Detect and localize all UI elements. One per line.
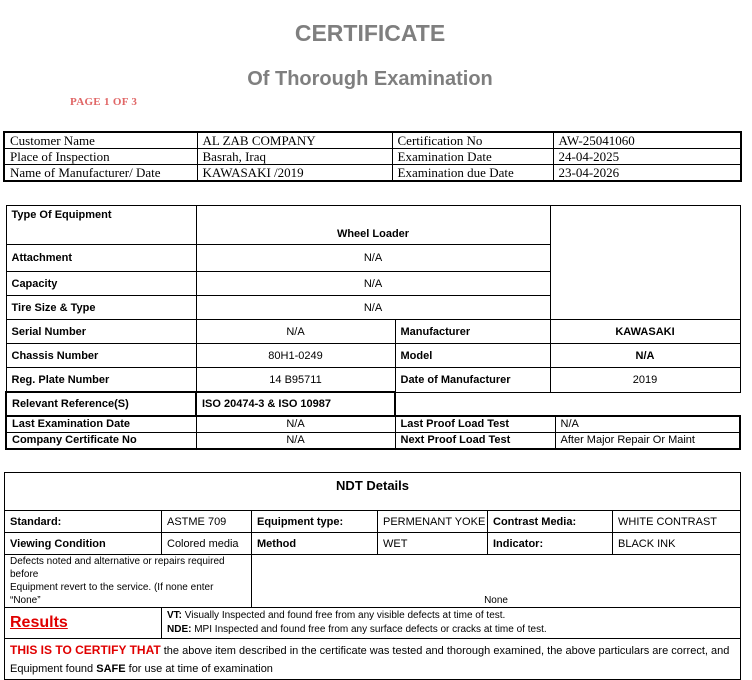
defects-noted-value: None <box>252 555 741 608</box>
contrast-media-value: WHITE CONTRAST <box>613 511 741 533</box>
tire-size-value: N/A <box>196 296 550 320</box>
standard-label: Standard: <box>5 511 162 533</box>
table-row <box>6 433 740 450</box>
certify-text-2: for use at time of examination <box>125 663 273 675</box>
examination-due-date-value: 23-04-2026 <box>553 165 741 182</box>
tire-size-label: Tire Size & Type <box>6 296 196 320</box>
manufacturer-date-value: KAWASAKI /2019 <box>197 165 392 182</box>
examination-date-label: Examination Date <box>392 149 553 165</box>
viewing-condition-label: Viewing Condition <box>5 533 162 555</box>
viewing-condition-value: Colored media <box>162 533 252 555</box>
last-proof-load-label: Last Proof Load Test <box>395 416 555 433</box>
table-row <box>4 132 741 149</box>
type-of-equipment-label: Type Of Equipment <box>6 206 196 245</box>
reg-plate-label: Reg. Plate Number <box>6 368 196 393</box>
safe-word: SAFE <box>96 663 126 675</box>
indicator-label: Indicator: <box>488 533 613 555</box>
header-info-table <box>3 131 742 182</box>
equipment-table <box>5 205 741 417</box>
place-of-inspection-value: Basrah, Iraq <box>197 149 392 165</box>
contrast-media-label: Contrast Media: <box>488 511 613 533</box>
equipment-type-label: Equipment type: <box>252 511 378 533</box>
customer-name-value: AL ZAB COMPANY <box>197 132 392 149</box>
certificate-subtitle: Of Thorough Examination <box>247 68 493 90</box>
company-certificate-label: Company Certificate No <box>6 433 196 450</box>
table-row <box>6 392 740 416</box>
results-text-cell <box>162 608 741 639</box>
table-row <box>5 511 741 533</box>
page-label: PAGE 1 OF 3 <box>70 96 138 108</box>
table-row <box>4 149 741 165</box>
ndt-details-table <box>4 472 741 680</box>
results-label-cell <box>5 608 162 639</box>
defects-noted-line2: Equipment revert to the service. (If none enter “None” <box>10 582 214 606</box>
table-row <box>5 533 741 555</box>
attachment-value: N/A <box>196 245 550 272</box>
capacity-value: N/A <box>196 272 550 296</box>
customer-name-label: Customer Name <box>4 132 197 149</box>
blank-cell <box>395 392 550 416</box>
manufacturer-date-label: Name of Manufacturer/ Date <box>4 165 197 182</box>
table-row <box>6 416 740 433</box>
nde-result <box>167 623 735 637</box>
table-row <box>5 555 741 608</box>
serial-number-value: N/A <box>196 320 395 344</box>
table-row <box>6 344 740 368</box>
equipment-photo-area <box>550 206 740 320</box>
attachment-label: Attachment <box>6 245 196 272</box>
ndt-heading: NDT Details <box>5 473 741 511</box>
chassis-number-value: 80H1-0249 <box>196 344 395 368</box>
relevant-reference-value: ISO 20474-3 & ISO 10987 <box>196 392 395 416</box>
date-of-manufacturer-label: Date of Manufacturer <box>395 368 550 393</box>
relevant-reference-label: Relevant Reference(S) <box>6 392 196 416</box>
table-row <box>5 473 741 511</box>
table-row <box>6 206 740 245</box>
capacity-label: Capacity <box>6 272 196 296</box>
type-of-equipment-value: Wheel Loader <box>196 206 550 245</box>
company-certificate-value: N/A <box>196 433 395 450</box>
method-value: WET <box>378 533 488 555</box>
vt-label: VT: <box>167 610 182 621</box>
certification-no-label: Certification No <box>392 132 553 149</box>
examination-date-value: 24-04-2025 <box>553 149 741 165</box>
blank-cell <box>550 392 740 416</box>
model-value: N/A <box>550 344 740 368</box>
examination-due-date-label: Examination due Date <box>392 165 553 182</box>
nde-text: MPI Inspected and found free from any surface defects or cracks at time of test. <box>191 624 547 635</box>
date-of-manufacturer-value: 2019 <box>550 368 740 393</box>
certification-no-value: AW-25041060 <box>553 132 741 149</box>
table-row <box>6 368 740 393</box>
table-row <box>4 165 741 182</box>
vt-result <box>167 609 735 623</box>
manufacturer-label: Manufacturer <box>395 320 550 344</box>
vt-text: Visually Inspected and found free from any visible defects at time of test. <box>182 610 506 621</box>
last-examination-date-label: Last Examination Date <box>6 416 196 433</box>
nde-label: NDE: <box>167 624 192 635</box>
reg-plate-value: 14 B95711 <box>196 368 395 393</box>
examination-dates-table <box>5 415 741 450</box>
table-row <box>5 639 741 680</box>
results-label: Results <box>10 614 68 631</box>
method-label: Method <box>252 533 378 555</box>
table-row <box>5 608 741 639</box>
table-row <box>6 320 740 344</box>
equipment-type-value: PERMENANT YOKE <box>378 511 488 533</box>
defects-noted-label <box>5 555 252 608</box>
next-proof-load-value: After Major Repair Or Maint <box>555 433 740 450</box>
last-examination-date-value: N/A <box>196 416 395 433</box>
certify-heading: THIS IS TO CERTIFY THAT <box>10 643 161 657</box>
certify-text-1: the above item described in the certificate was tested and thorough examined, the above particulars are correct, and Equipment found <box>10 645 730 675</box>
standard-value: ASTME 709 <box>162 511 252 533</box>
defects-noted-line1: Defects noted and alternative or repairs required before <box>10 556 225 580</box>
indicator-value: BLACK INK <box>613 533 741 555</box>
certificate-title: CERTIFICATE <box>294 20 446 46</box>
next-proof-load-label: Next Proof Load Test <box>395 433 555 450</box>
serial-number-label: Serial Number <box>6 320 196 344</box>
model-label: Model <box>395 344 550 368</box>
certification-statement <box>5 639 741 680</box>
place-of-inspection-label: Place of Inspection <box>4 149 197 165</box>
manufacturer-value: KAWASAKI <box>550 320 740 344</box>
last-proof-load-value: N/A <box>555 416 740 433</box>
chassis-number-label: Chassis Number <box>6 344 196 368</box>
